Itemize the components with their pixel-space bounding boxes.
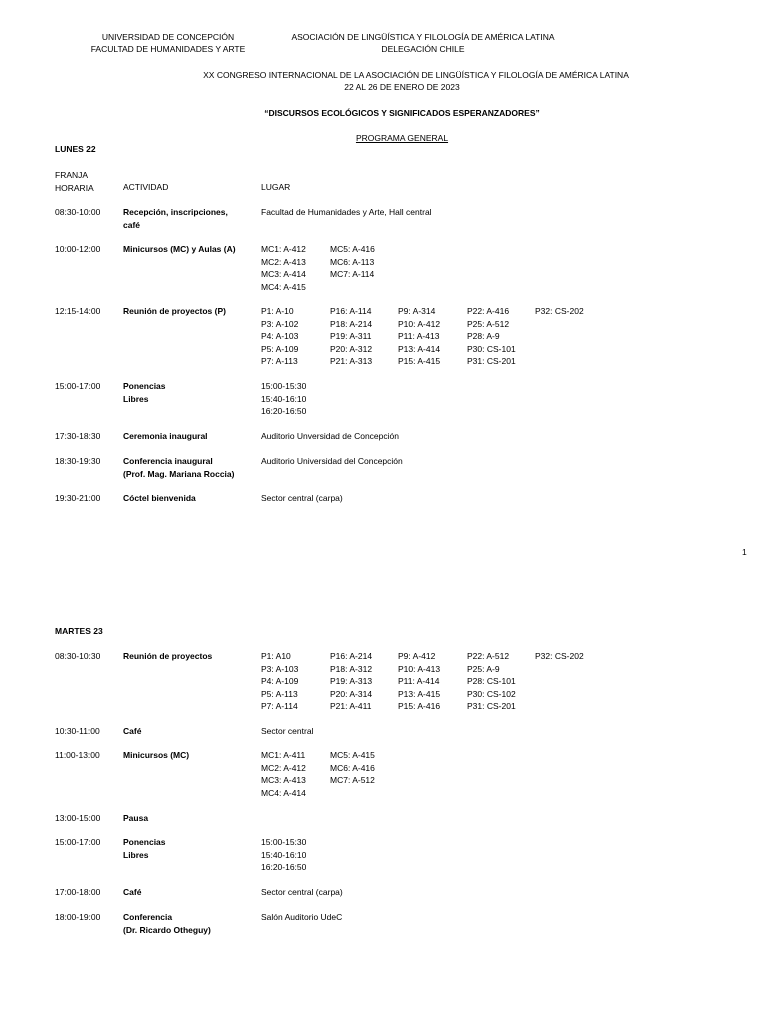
row-place: Sector central (carpa) xyxy=(261,887,343,897)
row-activity: Reunión de proyectos xyxy=(123,651,213,661)
room-column: MC1: A-412 MC2: A-413 MC3: A-414 MC4: A-415 xyxy=(261,244,306,292)
row-time: 12:15-14:00 xyxy=(55,306,101,316)
room-column: P1: A10 P3: A-103 P4: A-109 P5: A-113 P7: A-114 xyxy=(261,651,299,711)
room-column: P1: A-10 P3: A-102 P4: A-103 P5: A-109 P7: A-113 xyxy=(261,306,299,366)
row-time: 18:00-19:00 xyxy=(55,912,101,922)
row-activity: Ceremonia inaugural xyxy=(123,431,208,441)
row-time: 10:30-11:00 xyxy=(55,726,100,736)
row-time: 15:00-17:00 xyxy=(55,381,101,391)
row-place: Facultad de Humanidades y Arte, Hall central xyxy=(261,207,432,217)
row-place: Auditorio Unversidad de Concepción xyxy=(261,431,399,441)
row-activity: Cóctel bienvenida xyxy=(123,493,196,503)
association-name: ASOCIACIÓN DE LINGÜÍSTICA Y FILOLOGÍA DE AMÉRICA LATINA xyxy=(291,32,555,42)
row-time: 10:00-12:00 xyxy=(55,244,101,254)
room-column: MC5: A-416 MC6: A-113 MC7: A-114 xyxy=(330,244,375,279)
row-time: 17:00-18:00 xyxy=(55,887,101,897)
row-time: 08:30-10:30 xyxy=(55,651,101,661)
row-activity: Recepción, inscripciones, café xyxy=(123,207,228,230)
column-header-place: LUGAR xyxy=(261,182,291,192)
row-time: 15:00-17:00 xyxy=(55,837,101,847)
room-column: MC1: A-411 MC2: A-412 MC3: A-413 MC4: A-414 xyxy=(261,750,306,798)
row-activity: Conferencia (Dr. Ricardo Otheguy) xyxy=(123,912,211,935)
row-activity: Ponencias Libres xyxy=(123,381,166,404)
row-time: 17:30-18:30 xyxy=(55,431,101,441)
row-activity: Reunión de proyectos (P) xyxy=(123,306,226,316)
row-time: 08:30-10:00 xyxy=(55,207,101,217)
row-place: Salón Auditorio UdeC xyxy=(261,912,343,922)
room-column: MC5: A-415 MC6: A-416 MC7: A-512 xyxy=(330,750,375,785)
row-time: 11:00-13:00 xyxy=(55,750,100,760)
column-header-time: FRANJA HORARIA xyxy=(55,170,94,193)
row-place: Sector central xyxy=(261,726,314,736)
time-slots: 15:00-15:30 15:40-16:10 16:20-16:50 xyxy=(261,381,307,416)
room-column: P32: CS-202 xyxy=(535,306,584,316)
program-title: PROGRAMA GENERAL xyxy=(355,133,449,143)
congress-title: XX CONGRESO INTERNACIONAL DE LA ASOCIACIÓN DE LINGÜÍSTICA Y FILOLOGÍA DE AMÉRICA LATINA xyxy=(203,70,629,80)
room-column: P32: CS-202 xyxy=(535,651,584,661)
row-time: 18:30-19:30 xyxy=(55,456,101,466)
congress-dates: 22 AL 26 DE ENERO DE 2023 xyxy=(344,82,460,92)
row-activity: Ponencias Libres xyxy=(123,837,166,860)
day-heading-tuesday: MARTES 23 xyxy=(55,626,103,636)
room-column: P16: A-114 P18: A-214 P19: A-311 P20: A-312 P21: A-313 xyxy=(330,306,373,366)
row-time: 13:00-15:00 xyxy=(55,813,101,823)
delegation-name: DELEGACIÓN CHILE xyxy=(381,44,465,54)
room-column: P22: A-416 P25: A-512 P28: A-9 P30: CS-101 P31: CS-201 xyxy=(467,306,516,366)
row-activity: Café xyxy=(123,887,142,897)
row-activity: Conferencia inaugural (Prof. Mag. Mariana Roccia) xyxy=(123,456,235,479)
university-name: UNIVERSIDAD DE CONCEPCIÓN xyxy=(101,32,235,42)
room-column: P9: A-314 P10: A-412 P11: A-413 P13: A-414 P15: A-415 xyxy=(398,306,441,366)
room-column: P9: A-412 P10: A-413 P11: A-414 P13: A-415 P15: A-416 xyxy=(398,651,441,711)
row-activity: Minicursos (MC) xyxy=(123,750,190,760)
room-column: P16: A-214 P18: A-312 P19: A-313 P20: A-314 P21: A-411 xyxy=(330,651,373,711)
room-column: P22: A-512 P25: A-9 P28: CS-101 P30: CS-102 P31: CS-201 xyxy=(467,651,516,711)
row-activity: Café xyxy=(123,726,142,736)
row-activity: Pausa xyxy=(123,813,149,823)
faculty-name: FACULTAD DE HUMANIDADES Y ARTE xyxy=(90,44,246,54)
congress-theme: “DISCURSOS ECOLÓGICOS Y SIGNIFICADOS ESPERANZADORES” xyxy=(264,108,540,118)
row-activity: Minicursos (MC) y Aulas (A) xyxy=(123,244,236,254)
day-heading-monday: LUNES 22 xyxy=(55,144,96,154)
row-place: Sector central (carpa) xyxy=(261,493,343,503)
time-slots: 15:00-15:30 15:40-16:10 16:20-16:50 xyxy=(261,837,307,872)
row-place: Auditorio Universidad del Concepción xyxy=(261,456,403,466)
page-number: 1 xyxy=(742,547,747,557)
column-header-activity: ACTIVIDAD xyxy=(123,182,169,192)
row-time: 19:30-21:00 xyxy=(55,493,101,503)
